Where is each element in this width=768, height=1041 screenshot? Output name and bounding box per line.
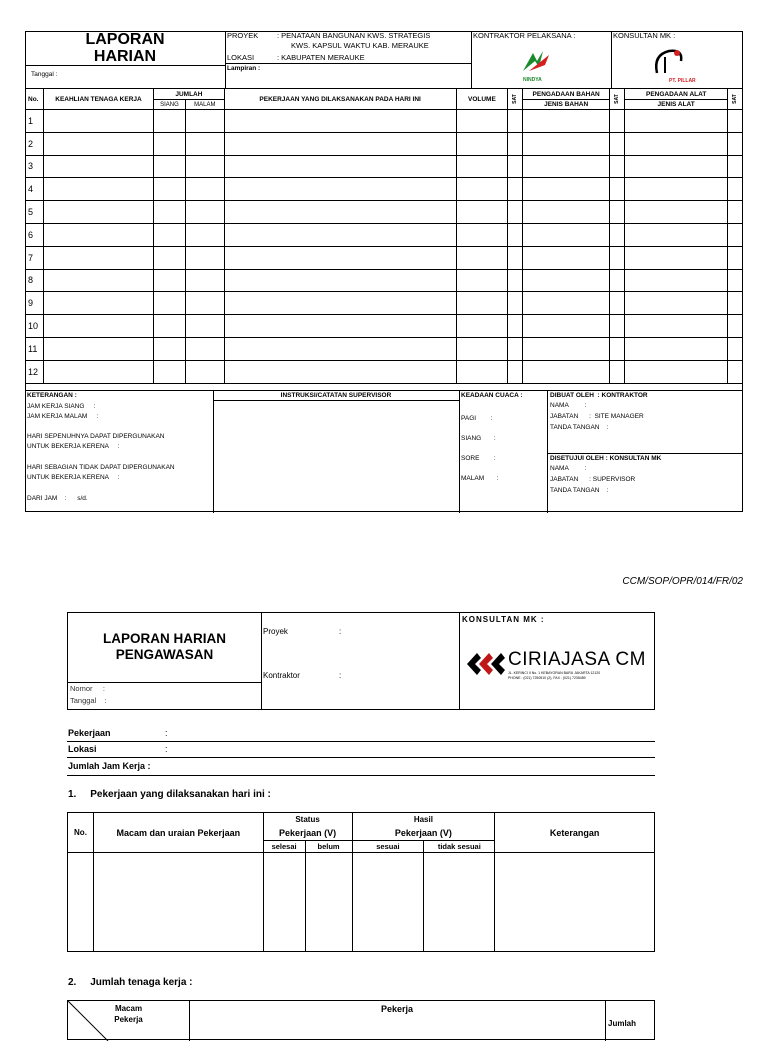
row-number: 1: [26, 110, 44, 133]
doc-code: CCM/SOP/OPR/014/FR/02: [622, 576, 743, 587]
t2-col-macam: Macam dan uraian Pekerjaan: [93, 813, 263, 853]
form2-table: [67, 812, 655, 952]
hari-sebagian-1: HARI SEBAGIAN TIDAK DAPAT DIPERGUNAKAN: [27, 464, 175, 471]
col-no: No.: [26, 89, 44, 110]
hari-sebagian-2: UNTUK BEKERJA KERENA :: [27, 474, 120, 481]
pekerjaan-label: Pekerjaan: [68, 728, 111, 738]
table-row: [26, 315, 743, 338]
konsultan2-label: KONSULTAN MK :: [462, 615, 545, 624]
form2-header: [67, 612, 655, 710]
macam-pekerja-1: Macam: [114, 1004, 143, 1013]
row-number: 3: [26, 155, 44, 178]
ciriajasa-address-1: JL. KERINCI II No. 1 KEBAYORAN BARU JAKARTA 12120: [508, 671, 601, 675]
jam-malam: JAM KERJA MALAM :: [27, 413, 99, 420]
lokasi-label: LOKASI: [227, 53, 255, 62]
jabatan-1: JABATAN : SITE MANAGER: [550, 413, 644, 420]
t2-col-hasil-2: Pekerjaan (V): [352, 827, 495, 841]
dari-jam: DARI JAM : s/d.: [27, 495, 88, 502]
form1-table: [25, 88, 743, 384]
t2-col-status: Status: [263, 813, 352, 827]
col-jenis-bahan: JENIS BAHAN: [522, 100, 609, 110]
ciriajasa-logo-text: CIRIAJASA CM: [508, 649, 646, 670]
t2-col-belum: belum: [305, 841, 352, 853]
t2-col-no: No.: [68, 813, 94, 853]
form2-table-2: [67, 1000, 655, 1040]
kontraktor-label: KONTRAKTOR PELAKSANA :: [473, 31, 576, 40]
row-number: 8: [26, 269, 44, 292]
table-row: [26, 337, 743, 360]
nomor-label: Nomor :: [70, 684, 106, 693]
col-volume: VOLUME: [456, 89, 508, 110]
ttd-2: TANDA TANGAN :: [550, 487, 609, 494]
t2-col-status-2: Pekerjaan (V): [263, 827, 352, 841]
col-sat: SAT: [508, 89, 523, 110]
t2-col-selesai: selesai: [263, 841, 305, 853]
jumlah-jam-label: Jumlah Jam Kerja :: [68, 761, 151, 771]
t2-body-row: [68, 853, 655, 952]
col-jenis-alat: JENIS ALAT: [625, 100, 728, 110]
lampiran-label: Lampiran :: [227, 65, 261, 72]
col-jumlah: JUMLAH: [154, 89, 225, 100]
t2-col-sesuai: sesuai: [352, 841, 424, 853]
jam-siang: JAM KERJA SIANG :: [27, 403, 96, 410]
dibuat-oleh: DIBUAT OLEH : KONTRAKTOR: [550, 392, 648, 399]
table-row: [26, 360, 743, 383]
keterangan-label: KETERANGAN :: [27, 392, 77, 399]
cuaca-label: KEADAAN CUACA :: [461, 392, 523, 399]
instruksi-label: INSTRUKSI/CATATAN SUPERVISOR: [280, 392, 392, 399]
ciriajasa-logo-icon: [465, 651, 505, 677]
pillar-logo-icon: [649, 45, 689, 77]
row-number: 6: [26, 223, 44, 246]
lokasi-value: : KABUPATEN MERAUKE: [277, 53, 365, 62]
proyek2-label: Proyek: [263, 627, 288, 636]
hari-sepenuhnya-1: HARI SEPENUHNYA DAPAT DIPERGUNAKAN: [27, 433, 165, 440]
nama-2: NAMA :: [550, 465, 587, 472]
pekerjaan-line: [67, 741, 655, 742]
cuaca-sore: SORE :: [461, 455, 496, 462]
nama-1: NAMA :: [550, 402, 587, 409]
table-row: [26, 201, 743, 224]
section1-title: 1. Pekerjaan yang dilaksanakan hari ini :: [68, 789, 271, 800]
col-siang: SIANG: [154, 100, 186, 110]
jabatan-2: JABATAN : SUPERVISOR: [550, 476, 636, 483]
col-pengadaan-alat: PENGADAAN ALAT: [625, 89, 728, 100]
row-number: 4: [26, 178, 44, 201]
form1-tanggal: Tanggal :: [31, 71, 58, 78]
pekerja-header: Pekerja: [380, 1004, 414, 1014]
table-row: [26, 292, 743, 315]
table-row: [26, 223, 743, 246]
proyek-value-2: KWS. KAPSUL WAKTU KAB. MERAUKE: [291, 41, 429, 50]
tanggal-label: Tanggal :: [70, 696, 107, 705]
table-row: [26, 155, 743, 178]
section2-title: 2. Jumlah tenaga kerja :: [68, 977, 193, 988]
kontraktor2-label: Kontraktor: [263, 671, 300, 680]
col-malam: MALAM: [185, 100, 224, 110]
proyek-value: : PENATAAN BANGUNAN KWS. STRATEGIS: [277, 31, 431, 40]
col-keahlian: KEAHLIAN TENAGA KERJA: [43, 89, 153, 110]
ttd-1: TANDA TANGAN :: [550, 424, 609, 431]
macam-pekerja-2: Pekerja: [114, 1015, 143, 1024]
row-number: 7: [26, 246, 44, 269]
row-number: 11: [26, 337, 44, 360]
t2-col-keterangan: Keterangan: [495, 813, 655, 853]
cuaca-malam: MALAM :: [461, 475, 499, 482]
nindya-logo-text: NINDYA: [523, 77, 542, 83]
pillar-logo-text: PT. PILLAR: [669, 78, 696, 84]
table-row: [26, 132, 743, 155]
pekerjaan-colon: :: [165, 728, 168, 738]
row-number: 9: [26, 292, 44, 315]
konsultan-label: KONSULTAN MK :: [613, 31, 676, 40]
col-pengadaan-bahan: PENGADAAN BAHAN: [522, 89, 609, 100]
hari-sepenuhnya-2: UNTUK BEKERJA KERENA :: [27, 443, 120, 450]
table-row: [26, 269, 743, 292]
lokasi2-label: Lokasi: [68, 744, 97, 754]
t2-col-tidak-sesuai: tidak sesuai: [424, 841, 495, 853]
row-number: 12: [26, 360, 44, 383]
jumlah-header: Jumlah: [608, 1019, 637, 1028]
cuaca-siang: SIANG :: [461, 435, 496, 442]
jumlah-jam-line: [67, 775, 655, 776]
form1-title: LAPORAN HARIAN: [25, 31, 225, 66]
nindya-logo-icon: [519, 49, 553, 77]
cuaca-pagi: PAGI :: [461, 415, 493, 422]
proyek-label: PROYEK: [227, 31, 259, 40]
proyek2-colon: :: [339, 627, 342, 636]
form1-header: [25, 31, 743, 88]
row-number: 2: [26, 132, 44, 155]
form1-footer: [25, 390, 743, 513]
t2-col-hasil: Hasil: [352, 813, 495, 827]
table-row: [26, 178, 743, 201]
table-row: [26, 110, 743, 133]
lokasi-line: [67, 757, 655, 758]
row-number: 5: [26, 201, 44, 224]
lokasi2-colon: :: [165, 744, 168, 754]
table-row: [26, 246, 743, 269]
disetujui-oleh: DISETUJUI OLEH : KONSULTAN MK: [550, 455, 662, 462]
col-pekerjaan: PEKERJAAN YANG DILAKSANAKAN PADA HARI INI: [224, 89, 456, 110]
form2-title: LAPORAN HARIAN PENGAWASAN: [103, 631, 226, 662]
kontraktor2-colon: :: [339, 671, 342, 680]
col-sat-2: SAT: [610, 89, 625, 110]
row-number: 10: [26, 315, 44, 338]
ciriajasa-address-2: PHONE : (021) 7250510 (2), FAX : (021) 7235489: [508, 676, 586, 680]
col-sat-3: SAT: [728, 89, 743, 110]
